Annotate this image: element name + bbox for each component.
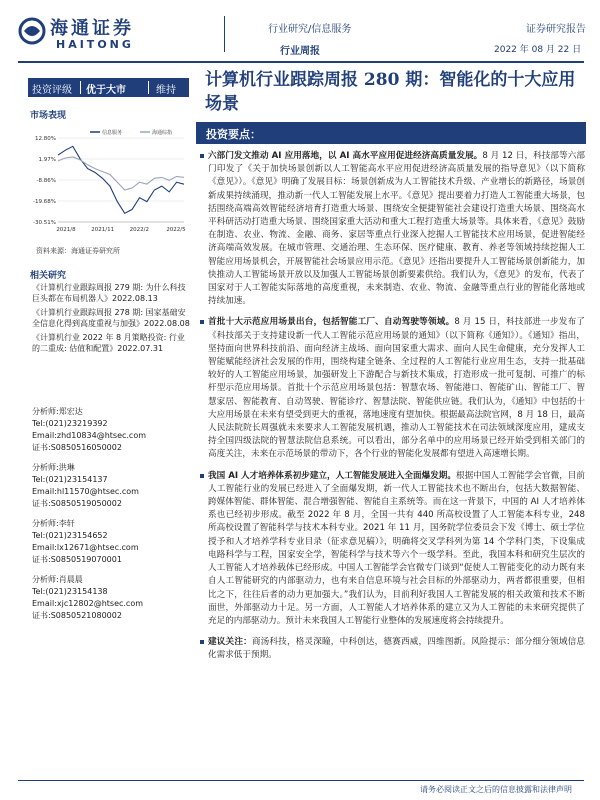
- logo-chinese-name: 海通证券: [50, 18, 134, 39]
- x-tick-label: 2022/5: [166, 227, 186, 233]
- analyst-cert: 证书:S0850519050002: [32, 499, 122, 508]
- analyst-email[interactable]: Email:lx12671@htsec.com: [32, 543, 139, 552]
- analyst-tel: Tel:(021)23154137: [32, 475, 108, 484]
- key-point-paragraph: [200, 470, 585, 628]
- analyst-email[interactable]: Email:hl11570@htsec.com: [32, 487, 139, 496]
- x-tick-label: 2021/11: [91, 227, 115, 233]
- analyst-tel: Tel:(021)23219392: [32, 419, 108, 428]
- analyst-card: [32, 406, 192, 454]
- related-research-list: [32, 282, 192, 357]
- header-separator: [224, 16, 225, 52]
- legend-label: 信息服务: [102, 130, 123, 136]
- investment-rating-bar: [28, 78, 189, 97]
- analyst-email[interactable]: Email:xjc12802@htsec.com: [32, 599, 144, 608]
- report-title: 计算机行业跟踪周报 280 期：智能化的十大应用场景: [205, 70, 576, 114]
- related-item[interactable]: 《计算机行业 2022 年 8 月策略投资: 行业的二重成: 估值和配置》2022.07.31: [32, 333, 185, 353]
- key-point-paragraph: [200, 316, 585, 461]
- report-date: 2022 年 08 月 22 日: [494, 45, 582, 55]
- y-tick-label: -19.68%: [33, 198, 56, 205]
- analyst-name: 分析师:郑宏达: [32, 407, 83, 416]
- haitong-logo: [18, 14, 168, 58]
- market-performance-title: 市场表现: [30, 111, 67, 121]
- y-tick-label: -30.51%: [33, 220, 56, 226]
- analyst-card: [32, 462, 192, 510]
- analyst-cert: 证书:S0850519070001: [32, 555, 122, 564]
- disclaimer-note: 请务必阅读正文之后的信息披露和法律声明: [420, 785, 572, 794]
- logo-english-name: HAITONG: [56, 38, 134, 51]
- analyst-name: 分析师:洪琳: [32, 463, 75, 472]
- rating-separator: [80, 81, 81, 94]
- key-point-lead: 我国 AI 人才培养体系初步建立，人工智能发展进入全面爆发期。: [208, 470, 457, 481]
- page-header: [0, 0, 600, 66]
- related-item[interactable]: 《计算机行业跟踪周报 278 期: 国家基础安全信息化得到高度重视与加强》2022.08.08: [32, 308, 190, 328]
- analyst-cert: 证书:S0850521080002: [32, 611, 122, 620]
- analyst-name: 分析师:李轩: [32, 519, 75, 528]
- chart-source: 资料来源：海通证券研究所: [36, 247, 120, 255]
- y-tick-label: 12.80%: [35, 136, 56, 142]
- y-tick-label: 1.97%: [38, 157, 56, 164]
- key-points-heading: 投资要点：: [206, 128, 261, 141]
- related-research-title: 相关研究: [30, 271, 67, 281]
- analyst-cert: 证书:S0850516050002: [32, 443, 122, 452]
- key-points-body: [200, 150, 585, 671]
- y-tick-label: -8.86%: [36, 178, 56, 185]
- footer-divider: [18, 780, 584, 781]
- header-divider: [18, 61, 584, 63]
- analyst-card: [32, 574, 192, 622]
- rating-separator-2: [148, 81, 149, 94]
- rating-status: 维持: [156, 85, 176, 96]
- key-point-text: 8 月 15 日，科技部进一步发布了《科技部关于支持建设新一代人工智能示范应用场景的通知》（以下简称《通知》）。《通知》指出，坚持面向世界科技前沿、面向经济主战场、面向国家重大需求、面向人民生命健康，充分发挥人工智能赋能经济社会发展的作用，围绕构建全链条、全过程的人工智能行业应用生态，支持一批基础较好的人工智能应用场景，加强研发上下游配合与新技术集成，打造形成一批可复制、可推广的标杆型示范应用场景。首批十个示范应用场景包括：智慧农场、智能港口、智能矿山、智能工厂、智慧家居、智能教育、自动驾驶、智能诊疗、智慧法院、智能供应链。我们认为，《通知》中包括的十大应用场景在未来有望受到更大的重视，落地速度有望加快。根据最高法院官网，8 月 18 日，最高人民法院院长周强就未来要求人工智能发展机遇，推动人工智能技术在司法领域深度应用，建成支持全国四级法院的智慧法院信息系统。可以看出，部分名单中的应用场景已经开始受到相关部门的高度关注，未来在示范场景的带动下，各个行业的智能化发展都有望进入高速增长期。: [208, 317, 585, 460]
- report-category: 行业研究/信息服务: [268, 24, 352, 35]
- key-points-header: [196, 122, 586, 144]
- haitong-logo-icon: [18, 16, 46, 46]
- x-tick-label: 2022/2: [129, 227, 150, 233]
- analyst-email[interactable]: Email:zhd10834@htsec.com: [32, 431, 147, 440]
- key-point-text: 商汤科技，格灵深瞳，中科创达，德赛西威，四维图新。风险提示：部分细分领域信息化需求低于预期。: [208, 637, 585, 661]
- rating-value: 优于大市: [86, 85, 126, 96]
- market-performance-chart: [28, 126, 190, 238]
- related-item[interactable]: 《计算机行业跟踪周报 279 期: 为什么科技巨头都在布局机器人》2022.08.13: [32, 283, 186, 303]
- series-line: [58, 157, 184, 190]
- legend-label: 海通综指: [152, 130, 173, 136]
- key-point-lead: 首批十大示范应用场景出台，包括智能工厂、自动驾驶等领域。: [208, 317, 455, 328]
- rating-label: 投资评级: [32, 85, 72, 96]
- report-type: 行业周报: [280, 46, 320, 57]
- analyst-card: [32, 518, 192, 566]
- key-point-paragraph: [200, 150, 585, 308]
- key-point-lead: 六部门发文推动 AI 应用落地，以 AI 高水平应用促进经济高质量发展。: [208, 151, 483, 161]
- doc-type: 证券研究报告: [526, 24, 586, 35]
- analyst-name: 分析师:肖晨晨: [32, 575, 83, 584]
- analyst-tel: Tel:(021)23154138: [32, 587, 108, 596]
- analyst-list: [32, 406, 192, 624]
- key-point-paragraph: [200, 636, 585, 662]
- key-point-text: 8 月 12 日，科技部等六部门印发了《关于加快场景创新以人工智能高水平应用促进经济高质量发展的指导意见》（以下简称《意见》）。《意见》明确了发展目标：场景创新成为人工智能技术升级、产业增长的新路径，场景创新成果持续涌现，推动新一代人工智能发展上水平。《意见》提出要着力打造人工智能重大场景，包括围绕高端高效智能经济培育打造重大场景、围绕安全便捷智能社会建设打造重大场景、围绕高水平科研活动打造重大场景、围绕国家重大活动和重大工程打造重大场景等。具体来看，《意见》鼓励在制造、农业、物流、金融、商务、家居等重点行业深入挖掘人工智能技术应用场景，促进智能经济高端高效发展。在城市管理、交通治理、生态环保、医疗健康、教育、养老等领域持续挖掘人工智能应用场景机会，开展智能社会场景应用示范。《意见》还指出要提升人工智能场景创新能力，加快推动人工智能场景开放以及加强人工智能场景创新要素供给。我们认为，《意见》的发布，代表了国家对于人工智能实际落地的高度重视，未来制造、农业、物流、金融等重点行业的智能化落地或持续加速。: [208, 151, 585, 307]
- x-tick-label: 2021/8: [56, 227, 76, 233]
- analyst-tel: Tel:(021)23154652: [32, 531, 108, 540]
- key-point-text: 根据中国人工智能学会官微，目前人工智能行业的发展已经进入了全面爆发期，新一代人工智能技术也不断出台，包括大数据智能、跨媒体智能、群体智能、混合增强智能、智能自主系统等。而在这一背景下，中国的 AI 人才培养体系也已经初步形成。截至 2022 年 8 月，全国一共有 440 所高校设置了人工智能本科专业，248 所高校设置了智能科学与技术本科专业。2021 年 11 月，国务院学位委员会下发《博士、硕士学位授予和人才培养学科专业目录（征求意见稿）》，明确将交叉学科列为第 14 个学科门类，下设集成电路科学与工程，国家安全学，智能科学与技术等六个一级学科。至此，我国本科和研究生层次的人工智能人才培养载体已经形成。中国人工智能学会官微专门谈到“促使人工智能变化的动力既有来自人工智能研究的内部驱动力，也有来自信息环境与社会目标的外部驱动力，两者都很重要，但相比之下，往往后者的动力更加强大。”我们认为，目前利好我国人工智能发展的相关政策和技术不断面世，外部驱动力十足。另一方面，人工智能人才培养体系的建立又为人工智能的未来研究提供了充足的内部驱动力。预计未来我国人工智能行业整体的发展速度将会持续提升。: [208, 470, 585, 626]
- key-point-lead: 建议关注：: [208, 637, 252, 648]
